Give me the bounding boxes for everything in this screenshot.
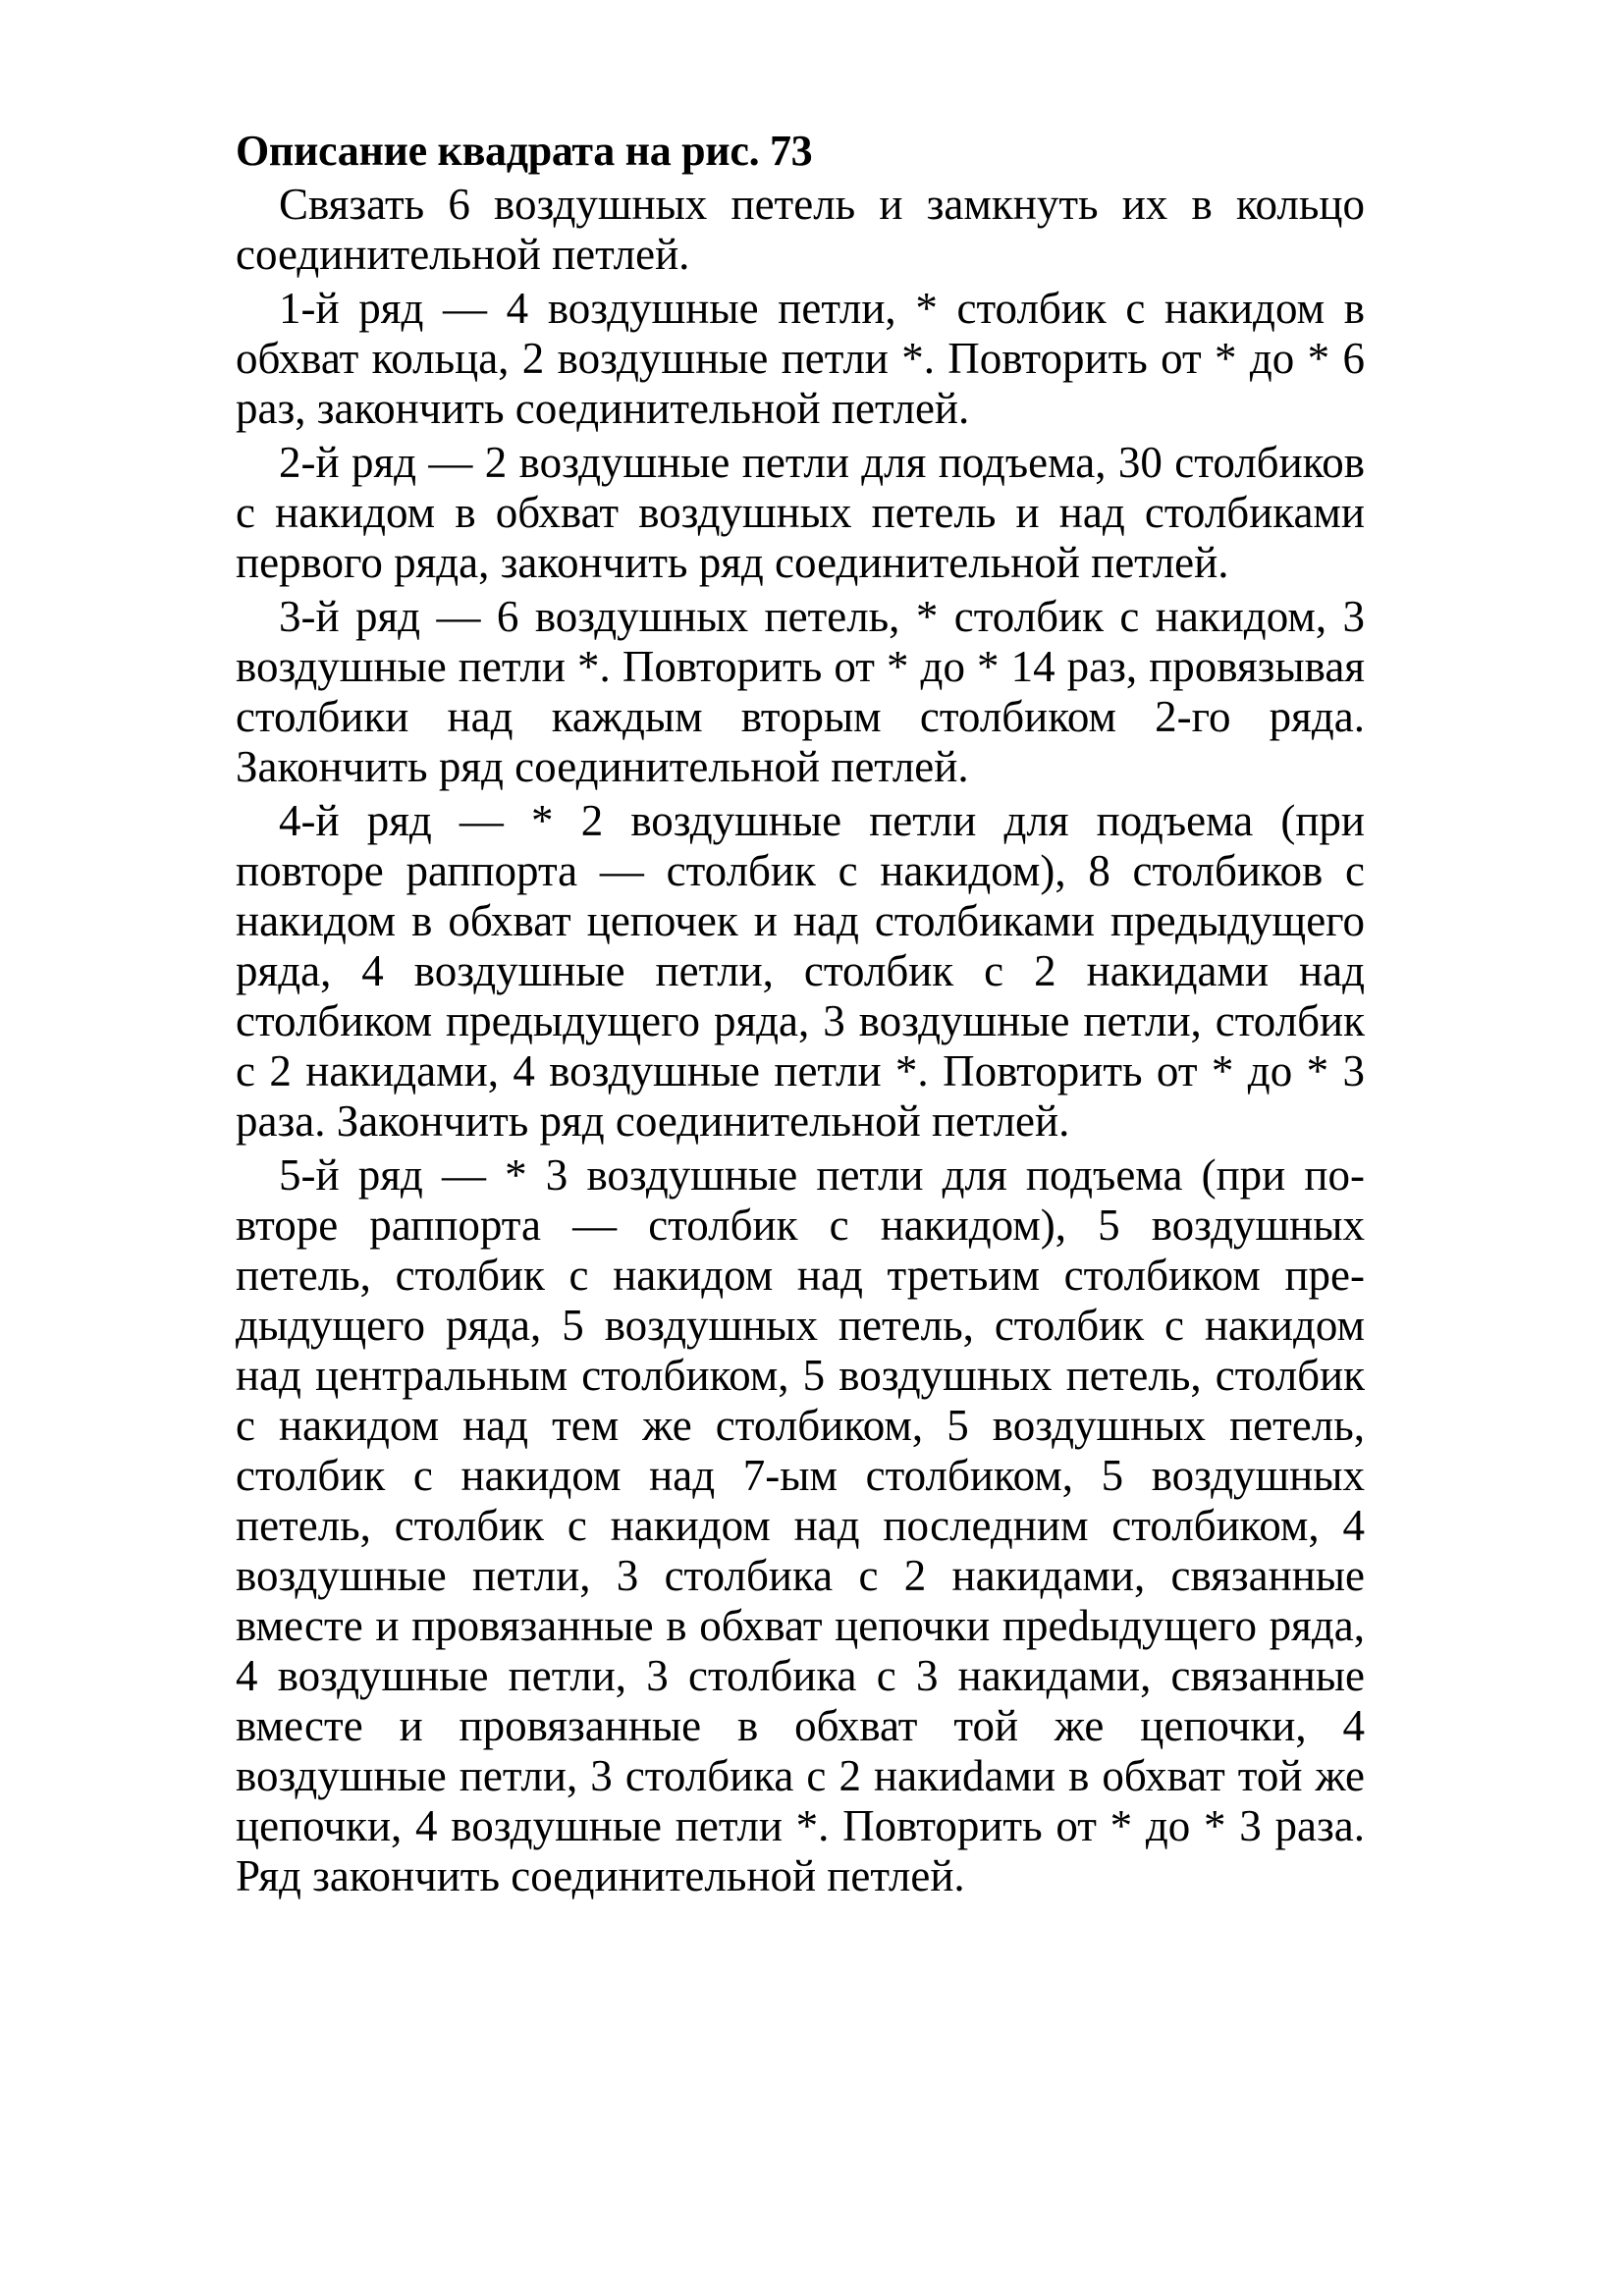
paragraph-row-5: 5-й ряд — * 3 воздушные петли для подъема (при повторе раппорта — столбик с накидом), 5 воздушных петель, столбик с накидом над третьим столбиком предыдущего ряда, 5 воздушных петель, столбик с накидом над центральным столбиком, 5 воздушных петель, столбик с накидом над тем же столбиком, 5 воздушных петель, столбик с накидом над 7-ым столбиком, 5 воздушных петель, столбик с накидом над последним столбиком, 4 воздушные петли, 3 столбика с 2 накидами, связанные вместе и провязанные в обхват цепочки преdыдущего ряда, 4 воздушные петли, 3 столбика с 3 накидами, связанные вместе и провязанные в обхват той же цепочки, 4 воздушные петли, 3 столбика с 2 накиdами в обхват той же цепочки, 4 воздушные петли *. Повторить от * до * 3 раза. Ряд закончить соединительной петлей. [236, 1150, 1365, 1900]
paragraph-row-4: 4-й ряд — * 2 воздушные петли для подъема (при повторе раппорта — столбик с накидом), 8 столбиков с накидом в обхват цепочек и над столбиками предыдущего ряда, 4 воздушные петли, столбик с 2 накидами над столбиком предыдущего ряда, 3 воздушные петли, столбик с 2 накидами, 4 воздушные петли *. Повторить от * до * 3 раза. Закончить ряд соединительной петлей. [236, 796, 1365, 1146]
paragraph-intro: Связать 6 воздушных петель и замкнуть их в кольцо соединительной петлей. [236, 180, 1365, 279]
paragraph-row-2: 2-й ряд — 2 воздушные петли для подъема, 30 столбиков с накидом в обхват воздушных петель и над столбиками первого ряда, закончить ряд соединительной петлей. [236, 438, 1365, 587]
paragraph-row-3: 3-й ряд — 6 воздушных петель, * столбик с накидом, 3 воздушные петли *. Повторить от * до * 14 раз, провязывая столбики над каждым вторым столбиком 2-го ряда. Закончить ряд соединительной петлей. [236, 592, 1365, 791]
paragraph-row-1: 1-й ряд — 4 воздушные петли, * столбик с накидом в обхват кольца, 2 воздушные петли *. Повторить от * до * 6 раз, закончить соединительной петлей. [236, 284, 1365, 433]
section-heading: Описание квадрата на рис. 73 [236, 127, 813, 175]
document-page [236, 126, 1365, 1905]
